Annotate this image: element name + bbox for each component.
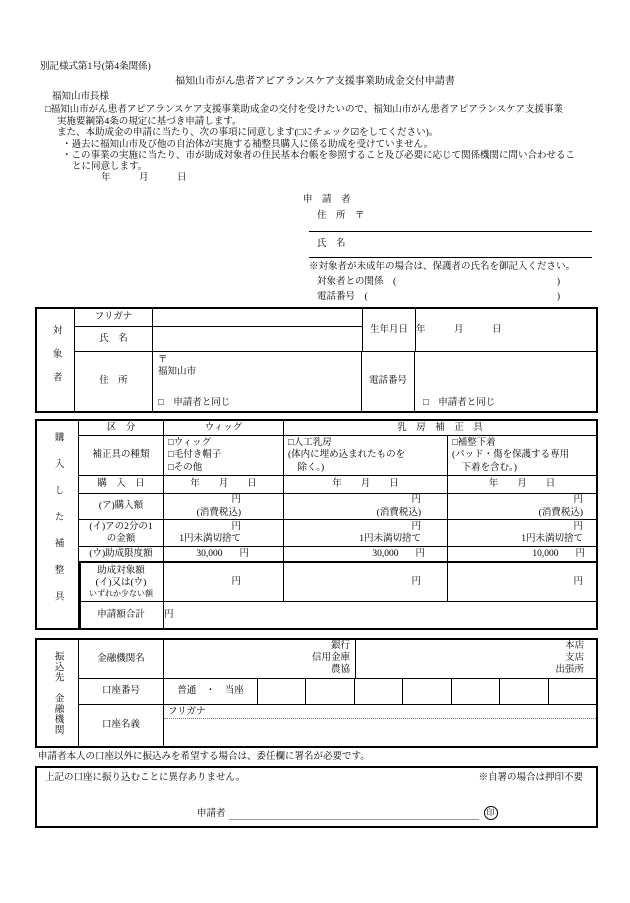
addressee: 福知山市長様	[52, 92, 110, 102]
total-amount-label: 申請額合計	[79, 602, 164, 628]
purchase-side-header	[37, 421, 79, 628]
subsidy-cell-1[interactable]	[164, 563, 284, 601]
wig-checkbox[interactable]: □ウィッグ	[168, 438, 212, 449]
name-input-cell[interactable]	[153, 327, 362, 351]
underwear-note-1: (パッド・傷を保護する専用	[452, 450, 570, 461]
applicant-phone-label: 電話番号 (	[317, 292, 368, 302]
agreement-bullet-1: ・過去に福知山市及び他の自治体が実施する補整具購入に係る助成を受けていません。	[62, 140, 434, 150]
limit-value: 30,000	[372, 548, 399, 559]
relation-label: 対象者との関係 (	[317, 277, 397, 287]
wig-type-cell	[164, 436, 284, 475]
declaration-line3: また、本助成金の申請に当たり、次の事項に同意します(□にチェック☑をしてください)。	[57, 128, 439, 138]
account-digit-cell-3[interactable]	[355, 679, 403, 704]
relation-field[interactable]	[317, 276, 560, 288]
breast-column-header: 乳 房 補 正 具	[397, 422, 483, 433]
target-side-label: 対象者	[50, 324, 61, 396]
applicant-heading: 申 請 者	[303, 195, 351, 205]
purchase-side-label: 購入した補整具	[52, 431, 63, 618]
yen-unit: 円	[575, 548, 585, 559]
signature-applicant-label: 申請者	[197, 808, 226, 819]
phone-label: 電話番号	[362, 352, 415, 411]
purchase-date-cell-1[interactable]: 年 月 日	[164, 476, 284, 493]
round-note: 1円未満切捨て	[179, 534, 241, 544]
purchase-date-label: 購 入 日	[79, 476, 164, 493]
underwear-checkbox[interactable]: □補整下着	[452, 438, 496, 449]
account-number-label: 口座番号	[79, 679, 164, 704]
limit-value: 10,000	[532, 548, 559, 559]
type-label: 補正具の種類	[79, 436, 164, 475]
branch-name-input-cell[interactable]	[356, 640, 596, 678]
bank-table	[35, 638, 598, 748]
yen-unit: 円	[415, 548, 425, 559]
birthdate-input-cell[interactable]: 年 月 日	[416, 324, 502, 335]
phone-same-checkbox[interactable]: □ 申請者と同じ	[423, 397, 496, 408]
hair-hat-checkbox[interactable]: □毛付き帽子	[168, 450, 222, 461]
yen-unit: 円	[573, 576, 583, 587]
phone-input-cell[interactable]	[415, 352, 503, 411]
transfer-consent-text: 上記の口座に振り込むことに異存ありません。	[45, 773, 246, 783]
limit-label: (ウ)助成限度額	[79, 547, 164, 561]
target-person-table	[35, 307, 598, 413]
yen-unit: 円	[573, 495, 583, 506]
institution-name-input-cell[interactable]	[164, 640, 356, 678]
total-amount-cell[interactable]	[164, 602, 246, 628]
form-number: 別記様式第1号(第4条関係)	[40, 62, 151, 72]
artificial-breast-cell	[284, 436, 448, 475]
tax-note: (消費税込)	[376, 507, 421, 518]
tax-note: (消費税込)	[196, 507, 241, 518]
account-digit-cell-2[interactable]	[306, 679, 354, 704]
purchase-amount-label: (ア)購入額	[79, 494, 164, 519]
furigana-label: フリガナ	[75, 309, 153, 326]
tax-note: (消費税込)	[538, 507, 583, 518]
underwear-note-2: 下着を含む。)	[452, 462, 517, 473]
bank-side-header	[37, 640, 79, 746]
institution-name-label: 金融機関名	[79, 640, 164, 678]
address-label: 住 所	[75, 352, 153, 411]
yen-unit: 円	[164, 609, 174, 620]
purchase-date-cell-3[interactable]: 年 月 日	[488, 479, 556, 490]
seal-icon: 印	[484, 806, 498, 820]
account-digit-cell-5[interactable]	[452, 679, 500, 704]
application-date-line[interactable]: 年 月 日	[101, 173, 187, 183]
postal-mark: 〒	[158, 355, 168, 365]
yen-unit: 円	[239, 548, 249, 559]
consent-box	[35, 766, 598, 828]
applicant-name-line[interactable]	[309, 257, 592, 258]
half-amount-label: (イ)アの2分の1 の金額	[79, 520, 164, 546]
yen-unit: 円	[573, 521, 583, 532]
purchase-amount-cell-2[interactable]	[284, 494, 448, 519]
account-holder-label: 口座名義	[79, 705, 164, 746]
applicant-address-line[interactable]	[309, 231, 592, 232]
limit-cell-3	[448, 547, 596, 561]
applicant-name-label: 氏 名	[317, 239, 346, 249]
institution-type-bank[interactable]: 銀行	[330, 641, 350, 652]
relation-close-paren: )	[556, 277, 560, 287]
limit-cell-1	[164, 547, 284, 561]
holder-furigana-label: フリガナ	[164, 705, 596, 719]
bank-side-label: 振込先 金融機関	[52, 651, 63, 735]
limit-value: 30,000	[196, 548, 223, 559]
wig-column-header: ウィッグ	[164, 421, 284, 435]
address-input-cell[interactable]	[153, 352, 362, 411]
self-sign-note: ※自署の場合は押印不要	[478, 773, 583, 783]
other-checkbox[interactable]: □その他	[168, 462, 203, 473]
artificial-breast-note-2: 除く。)	[288, 462, 325, 473]
account-digit-cell-1[interactable]	[258, 679, 306, 704]
institution-type-shinkin[interactable]: 信用金庫	[311, 653, 350, 664]
category-label: 区 分	[79, 421, 164, 435]
account-digit-cell-7[interactable]	[549, 679, 596, 704]
signature-line[interactable]	[229, 809, 479, 820]
purchase-amount-cell-3[interactable]	[448, 494, 596, 519]
yen-unit: 円	[231, 521, 241, 532]
delegate-note: 申請者本人の口座以外に振込みを希望する場合は、委任欄に署名が必要です。	[38, 752, 370, 762]
purchase-table	[35, 419, 598, 630]
furigana-input-cell[interactable]	[153, 309, 362, 326]
applicant-phone-field[interactable]	[317, 291, 560, 303]
round-note: 1円未満切捨て	[521, 534, 583, 544]
purchase-date-cell-2[interactable]: 年 月 日	[284, 476, 448, 493]
yen-unit: 円	[411, 576, 421, 587]
signature-row	[197, 806, 498, 820]
branch-type-shucchojo[interactable]: 出張所	[555, 664, 584, 675]
name-label: 氏 名	[75, 327, 153, 351]
declaration-line2: 実施要綱第4条の規定に基づき申請します。	[57, 117, 242, 127]
branch-type-shiten[interactable]: 支店	[564, 653, 584, 664]
yen-unit: 円	[231, 495, 241, 506]
yen-unit: 円	[411, 495, 421, 506]
account-holder-input-cell[interactable]	[164, 705, 596, 746]
half-amount-cell-1[interactable]	[164, 520, 284, 546]
branch-type-honten[interactable]: 本店	[564, 641, 584, 652]
applicant-address-label: 住 所 〒	[317, 211, 365, 221]
subsidy-amount-label: 助成対象額 (イ)又は(ウ) いずれか少ない額	[79, 563, 164, 601]
subsidy-cell-3[interactable]	[448, 563, 596, 601]
round-note: 1円未満切捨て	[359, 534, 421, 544]
holder-name-input-area[interactable]	[164, 719, 596, 746]
half-amount-cell-2[interactable]	[284, 520, 448, 546]
account-digit-cell-4[interactable]	[403, 679, 451, 704]
purchase-amount-cell-1[interactable]	[164, 494, 284, 519]
yen-unit: 円	[411, 521, 421, 532]
declaration-checkbox-line[interactable]: □福知山市がん患者アピアランスケア支援事業助成金の交付を受けたいので、福知山市がん患者アピアランスケア支援事業	[45, 105, 563, 115]
artificial-breast-note-1: (体内に埋め込まれたものを	[288, 450, 406, 461]
yen-unit: 円	[231, 576, 241, 587]
account-type-selector[interactable]: 普通 ・ 当座	[164, 679, 258, 704]
address-same-checkbox[interactable]: □ 申請者と同じ	[158, 397, 231, 408]
account-digit-cell-6[interactable]	[500, 679, 548, 704]
artificial-breast-checkbox[interactable]: □人工乳房	[288, 438, 332, 449]
phone-close-paren: )	[556, 292, 560, 302]
agreement-bullet-2-cont: とに同意します。	[72, 162, 148, 172]
birthdate-label: 生年月日	[363, 309, 416, 351]
target-side-header	[37, 309, 75, 411]
minor-note: ※対象者が未成年の場合は、保護者の氏名を御記入ください。	[309, 262, 576, 272]
limit-cell-2	[284, 547, 448, 561]
agreement-bullet-2: ・この事業の実施に当たり、市が助成対象者の住民基本台帳を参照すること及び必要に応じて関係機関に問い合わせるこ	[62, 151, 576, 161]
underwear-cell	[448, 436, 596, 475]
half-amount-cell-3[interactable]	[448, 520, 596, 546]
institution-type-nokyo[interactable]: 農協	[330, 664, 350, 675]
city-prefill: 福知山市	[158, 367, 197, 378]
subsidy-cell-2[interactable]	[284, 563, 448, 601]
page-title: 福知山市がん患者アピアランスケア支援事業助成金交付申請書	[175, 76, 455, 87]
